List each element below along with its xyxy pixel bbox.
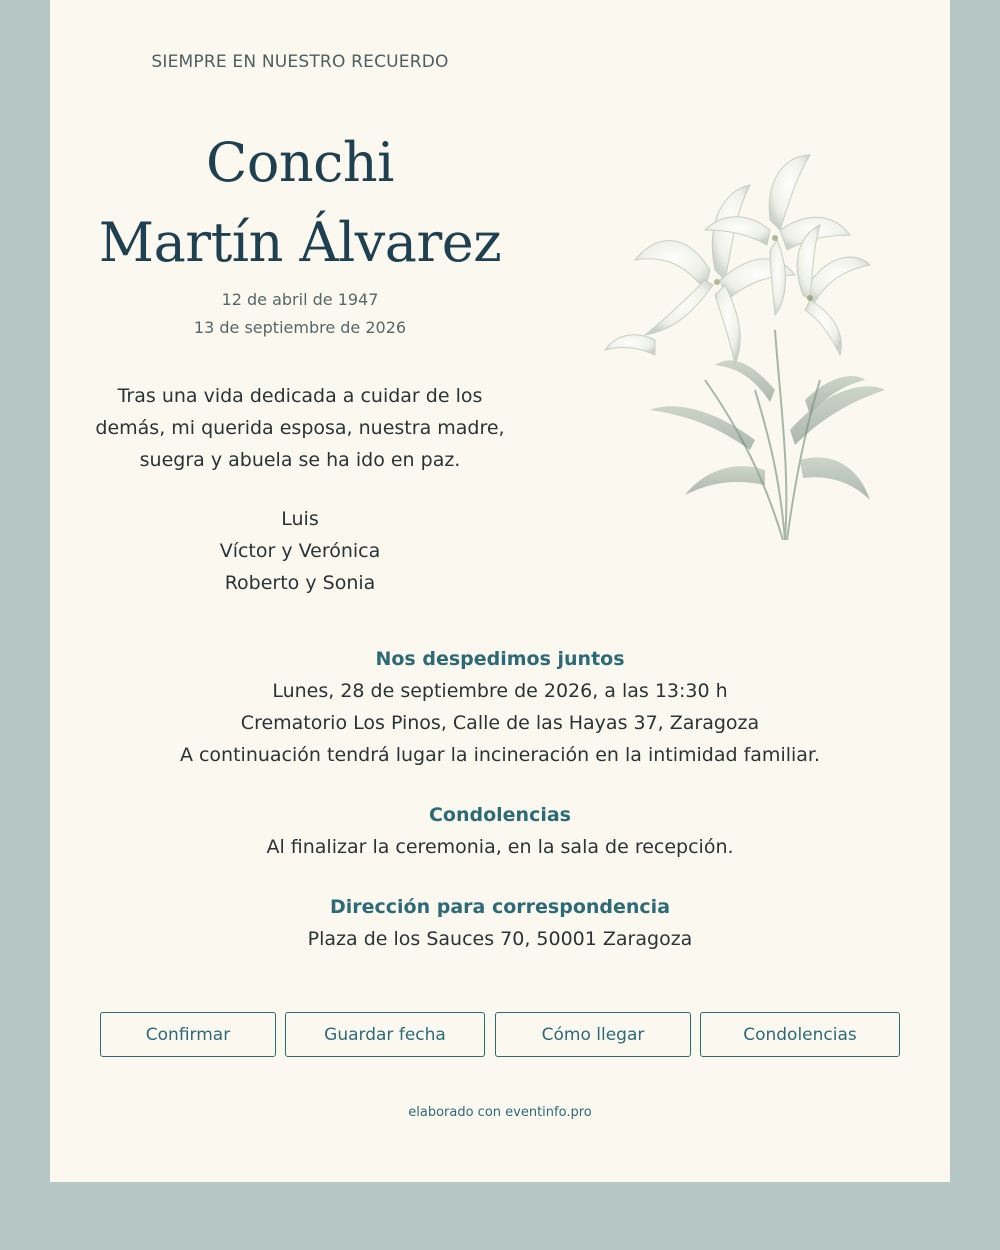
intro-line: Tras una vida dedicada a cuidar de los [117,385,483,407]
save-date-button[interactable]: Guardar fecha [285,1012,485,1057]
intro-line: suegra y abuela se ha ido en paz. [139,449,461,471]
address-heading: Dirección para correspondencia [329,896,671,918]
directions-button[interactable]: Cómo llegar [495,1012,691,1057]
first-name: Conchi [206,131,394,194]
intro-text [90,380,510,476]
address-text: Plaza de los Sauces 70, 50001 Zaragoza [307,928,693,950]
obituary-card [50,0,950,1182]
birth-date: 12 de abril de 1947 [221,290,379,309]
condolences-text: Al finalizar la ceremonia, en la sala de recepción. [266,836,734,858]
condolences-button[interactable]: Condolencias [700,1012,900,1057]
lily-bouquet-illustration [565,140,885,550]
footer-credit[interactable]: elaborado con eventinfo.pro [408,1105,592,1120]
farewell-where: Crematorio Los Pinos, Calle de las Hayas 37, Zaragoza [240,712,760,734]
farewell-note: A continuación tendrá lugar la incineración en la intimidad familiar. [179,744,821,766]
farewell-heading: Nos despedimos juntos [375,648,625,670]
family-member: Víctor y Verónica [219,540,381,562]
memorial-kicker: SIEMPRE EN NUESTRO RECUERDO [151,52,449,72]
condolences-heading: Condolencias [428,804,571,826]
family-member: Roberto y Sonia [224,572,376,594]
last-name: Martín Álvarez [98,211,502,274]
farewell-when: Lunes, 28 de septiembre de 2026, a las 13:30 h [272,680,728,702]
condolences-section [50,799,950,863]
family-list [50,503,550,599]
confirm-button[interactable]: Confirmar [100,1012,276,1057]
intro-line: demás, mi querida esposa, nuestra madre, [95,417,505,439]
farewell-section [50,643,950,771]
family-member: Luis [281,508,319,530]
life-dates [50,286,550,342]
address-section [50,891,950,955]
death-date: 13 de septiembre de 2026 [193,318,407,337]
